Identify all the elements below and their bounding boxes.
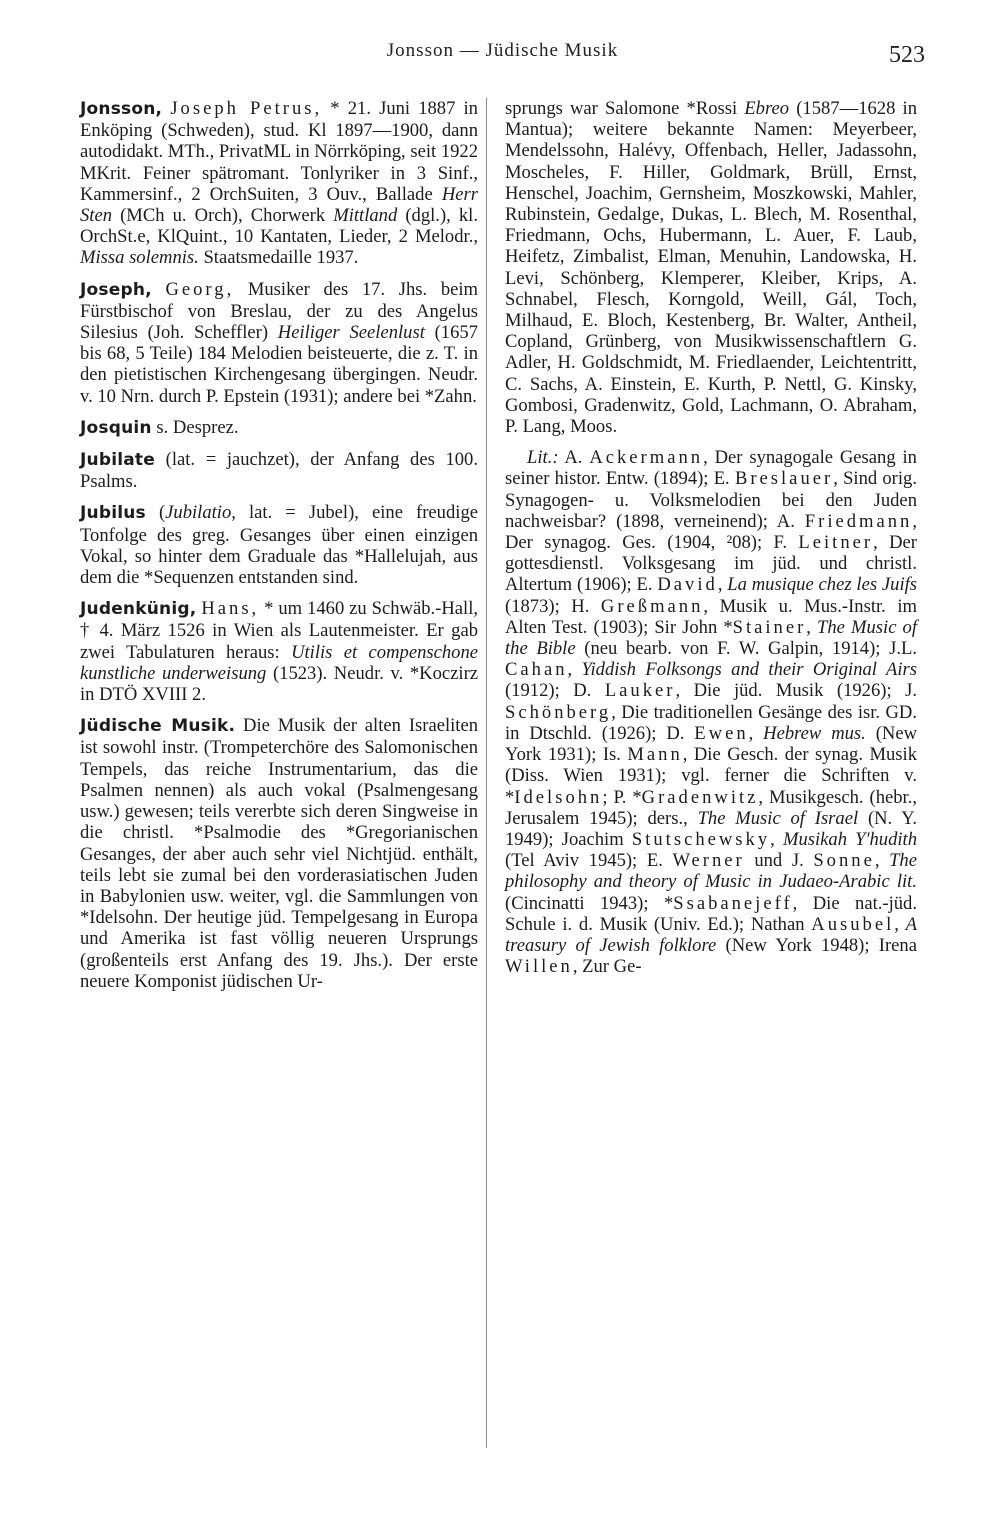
lit-text: (neu bearb. von F. W. Galpin, 1914); J.L.: [575, 638, 917, 660]
work-title: Hebrew mus.: [763, 722, 866, 744]
headword: Josquin: [80, 417, 152, 438]
term: Ebreo: [744, 98, 790, 119]
author-name: Willen: [505, 956, 573, 978]
author-name: David: [657, 574, 718, 596]
headword: Jüdische Musik.: [80, 716, 236, 737]
lit-text: und J.: [744, 850, 814, 872]
literature-label: Lit.:: [527, 447, 559, 469]
page-header: [80, 36, 925, 76]
author-name: Gradenwitz: [641, 786, 759, 808]
author-name: Ausubel: [811, 913, 895, 935]
work-title: The Music of the Bible: [505, 616, 917, 660]
entry-text: Musiker des 17. Jhs. beim Fürstbischof von Breslau, der zu des Angelus Silesius (Joh. Scheffler): [80, 278, 478, 344]
column-divider: [486, 98, 487, 1448]
lit-text: , Die jüd. Musik (1926); J.: [675, 680, 917, 702]
author-name: Ewen: [694, 722, 749, 744]
author-name: Stainer: [732, 616, 807, 638]
lit-text: , Musik u. Mus.-Instr. im Alten Test. (1903); Sir John *: [505, 595, 917, 638]
person-name: Georg,: [165, 278, 235, 300]
page-number: 523: [889, 42, 925, 68]
work-title: Yiddish Folksongs and their Original Airs: [581, 659, 917, 681]
headword: Jubilus: [80, 503, 146, 524]
entry-text: (1657 bis 68, 5 Teile) 184 Melodien beisteuerte, die z. T. in den pietistischen Kirchengesang übergingen. Neudr. v. 10 Nrn. durch P. Epstein (1931); andere bei *Zahn.: [80, 322, 478, 407]
entry-text: * 21. Juni 1887 in Enköping (Schweden), stud. Kl 1897—1900, dann autodidakt. MTh., PrivatML in Nörrköping, seit 1922 MKrit. Feiner spätromant. Tonlyriker in 3 Sinf., Kammersinf., 2 OrchSuiten, 3 Ouv., Ballade: [80, 98, 479, 205]
work-title: Herr Sten: [80, 183, 478, 227]
entry-joseph: [80, 279, 478, 407]
lit-text: ,: [748, 722, 764, 744]
lit-text: ,: [717, 574, 728, 596]
lit-text: (1873); H.: [505, 595, 601, 617]
lit-text: (New York 1948); Irena: [716, 934, 917, 956]
person-name: Joseph Petrus,: [170, 98, 323, 119]
lit-text: , Der synagogale Gesang in seiner histor. Entw. (1894); E.: [505, 447, 917, 490]
lit-text: (Cincinatti 1943); *: [505, 892, 674, 914]
entry-jonsson: [80, 98, 478, 269]
entry-juedische-musik: [80, 715, 478, 992]
work-title: Utilis et compenschone kunstliche underweisung: [80, 641, 479, 684]
lit-text: ,: [770, 828, 783, 850]
entry-text: s. Desprez.: [151, 416, 239, 438]
lit-text: ; P. *: [602, 786, 642, 808]
lit-text: ,: [567, 659, 582, 681]
author-name: Leitner: [798, 532, 874, 554]
lit-text: , Der synagog. Ges. (1904, ²08); F.: [505, 510, 917, 554]
lit-text: , Musikgesch. (hebr., Jerusalem 1945); ders.,: [505, 786, 917, 829]
author-name: Breslauer: [734, 468, 834, 490]
author-name: Cahan: [505, 659, 568, 681]
literature-section: [505, 447, 917, 977]
author-name: Friedmann: [804, 510, 913, 532]
work-title: A treasury of Jewish folklore: [505, 913, 917, 956]
left-column: [80, 98, 478, 1002]
entry-text: (: [145, 502, 166, 524]
entry-text: * um 1460 zu Schwäb.-Hall, † 4. März 1526 in Wien als Lautenmeister. Er gab zwei Tabulaturen heraus:: [80, 598, 479, 663]
entry-text: (dgl.), kl. OrchSt.e, KlQuint., 10 Kantaten, Lieder, 2 Melodr.,: [80, 205, 478, 248]
headword: Joseph,: [80, 279, 152, 300]
lit-text: , Die nat.-jüd. Schule i. d. Musik (Univ. Ed.); Nathan: [505, 892, 917, 935]
work-title: Musikah Y'hudith: [782, 828, 917, 850]
lit-text: , Der gottesdienstl. Volksgesang im jüd. und christl. Altertum (1906); E.: [505, 532, 917, 596]
lit-text: (N. Y. 1949); Joachim: [505, 807, 917, 850]
author-name: Sonne: [813, 850, 875, 872]
entry-text: (lat. = jauchzet), der Anfang des 100. Psalms.: [80, 449, 478, 493]
author-name: Mann: [627, 744, 683, 766]
work-title: Mittland: [333, 205, 398, 227]
entry-text: (1587—1628 in Mantua); weitere bekannte Namen: Meyerbeer, Mendelssohn, Halévy, Offenbach, Heller, Jadassohn, Moscheles, F. Hiller, Goldmark, Brüll, Ernst, Henschel, Joachim, Gernsheim, Moszkowski, Mahler, Rubinstein, Gedalge, Dukas, L. Blech, M. Rosenthal, Friedmann, Ochs, Hubermann, L. Auer, F. Laub, Heifetz, Zimbalist, Elman, Menuhin, Landowska, H. Levi, Schönberg, Klemperer, Kleiber, Krips, A. Schnabel, Flesch, Korngold, Weill, Gál, Toch, Milhaud, E. Bloch, Kestenberg, Br. Walter, Antheil, Copland, Grünberg, von Musikwissenschaftlern G. Adler, H. Goldschmidt, M. Friedlaender, Leichtentritt, C. Sachs, A. Einstein, E. Kurth, P. Nettl, G. Kinsky, Gombosi, Gradenwitz, Gold, Lachmann, O. Abraham, P. Lang, Moos.: [505, 98, 917, 438]
entry-josquin: [80, 417, 478, 439]
headword: Judenkünig,: [80, 599, 197, 620]
lit-text: (Tel Aviv 1945); E.: [505, 850, 673, 872]
entry-jubilus: [80, 502, 478, 588]
work-title: The philosophy and theory of Music in Judaeo-Arabic lit.: [505, 850, 917, 893]
author-name: Lauker: [604, 680, 676, 702]
lit-text: (New York 1931); Is.: [505, 722, 918, 766]
lit-text: , Zur Ge-: [572, 956, 642, 978]
author-name: Idelsohn: [514, 786, 603, 808]
entry-judenkuenig: [80, 598, 478, 705]
author-name: Ssabanejeff: [673, 892, 793, 914]
author-name: Werner: [672, 850, 745, 872]
author-name: Stutschewsky: [631, 828, 771, 850]
author-name: Ackermann: [589, 447, 704, 469]
entry-jubilate: [80, 449, 478, 492]
entry-continuation: [505, 98, 917, 437]
lit-text: ,: [894, 913, 906, 935]
entry-text: (MCh u. Orch), Chorwerk: [112, 205, 334, 227]
entry-text: lat. = Jubel), eine freudige Tonfolge des greg. Gesanges über einen einzigen Vokal, so hinter dem Graduale das *Hallelujah, aus dem die *Sequenzen entstanden sind.: [80, 502, 478, 589]
running-title: Jonsson — Jüdische Musik: [386, 40, 619, 61]
person-name: Hans,: [201, 598, 260, 620]
right-column: [505, 98, 917, 987]
lit-text: ,: [874, 850, 890, 872]
work-title: Heiliger Seelenlust: [277, 322, 425, 344]
entry-text: (1523). Neudr. v. *Koczirz in DTÖ XVIII 2.: [80, 662, 479, 706]
lit-text: , Die Gesch. der synag. Musik (Diss. Wien 1931); vgl. ferner die Schriften v. *: [505, 744, 917, 808]
entry-text: Staatsmedaille 1937.: [198, 247, 359, 269]
term: Jubilatio,: [165, 502, 236, 524]
lit-text: (1912); D.: [505, 680, 605, 702]
lit-text: A.: [558, 447, 590, 469]
lit-text: , Sind orig. Synagogen- u. Volksmelodien bei den Juden nachweisbar? (1898, verneinend); A.: [505, 468, 917, 532]
work-title: La musique chez les Juifs: [727, 574, 918, 596]
author-name: Schönberg: [505, 701, 612, 723]
headword: Jubilate: [80, 450, 155, 471]
entry-text: sprungs war Salomone *Rossi: [505, 98, 745, 119]
headword: Jonsson,: [80, 99, 163, 119]
author-name: Greßmann: [600, 595, 704, 617]
lit-text: ,: [806, 616, 818, 638]
entry-text: Die Musik der alten Israeliten ist sowohl instr. (Trompeterchöre des Salomonischen Tempels, das reiche Instrumentarium, das die Psalmen nennen) als auch vokal (Psalmengesang usw.) gewesen; teils vererbte sich deren Singweise in die christl. *Psalmodie des *Gregorianischen Gesanges, der aber auch sehr viel Nichtjüd. enthält, teils lebt sie zumal bei den vorderasiatischen Juden in Babylonien usw. weiter, vgl. die Sammlungen von *Idelsohn. Der heutige jüd. Tempelgesang in Europa und Amerika ist fast völlig neueren Ursprungs (großenteils erst Anfang des 19. Jhs.). Der erste neuere Komponist jüdischen Ur-: [80, 715, 478, 992]
lit-text: , Die traditionellen Gesänge des isr. GD. in Dtschld. (1926); D.: [505, 701, 917, 744]
work-title: Missa solemnis.: [80, 247, 199, 269]
work-title: The Music of Israel: [697, 807, 859, 829]
